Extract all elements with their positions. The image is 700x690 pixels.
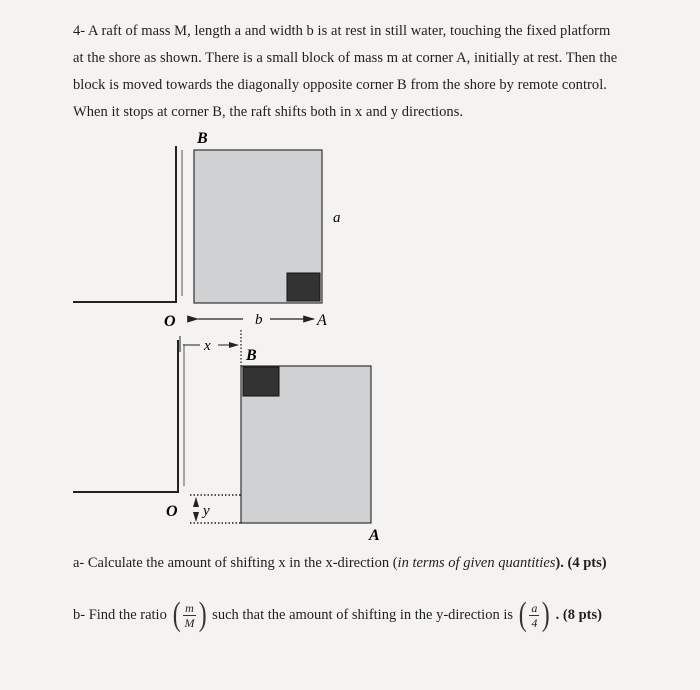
question-b-middle: such that the amount of shifting in the y-direction is	[212, 606, 513, 623]
ratio-m-over-M: ( $\frac{m}{M}$ )	[172, 596, 207, 633]
label-a: a	[333, 210, 341, 226]
question-a	[73, 555, 607, 572]
label-O-bottom: O	[166, 503, 178, 520]
label-B-bottom: B	[246, 347, 257, 364]
question-a-italic: in terms of given quantities	[397, 555, 556, 571]
problem-line-3: block is moved towards the diagonally opposite corner B from the shore by remote control.	[73, 77, 607, 93]
problem-line-4: When it stops at corner B, the raft shifts both in x and y directions.	[73, 104, 464, 120]
block-bottom	[243, 367, 279, 396]
question-b	[73, 598, 602, 632]
label-B-top: B	[197, 130, 208, 147]
shift-numerator: a	[531, 600, 538, 615]
label-O-top: O	[164, 313, 176, 330]
label-y: y	[203, 503, 210, 519]
ratio-a-over-4: ( $\frac{a}{4}$ )	[518, 596, 550, 633]
platform-top	[73, 146, 176, 302]
label-x: x	[204, 338, 211, 354]
ratio-denominator: M	[184, 615, 195, 630]
label-A-bottom: A	[369, 527, 380, 544]
problem-line-1: 4- A raft of mass M, length a and width b is at rest in still water, touching the fixed platform	[73, 23, 611, 39]
platform-bottom	[73, 340, 178, 492]
label-b: b	[255, 312, 263, 328]
question-b-end: . (8 pts)	[555, 606, 602, 623]
question-a-text: a- Calculate the amount of shifting x in the x-direction (	[73, 555, 398, 571]
problem-line-2: at the shore as shown. There is a small block of mass m at corner A, initially at rest. Then the	[73, 50, 618, 66]
block-top	[287, 273, 320, 301]
ratio-numerator: m	[185, 600, 194, 615]
question-b-prefix: b- Find the ratio	[73, 606, 167, 623]
label-A-top: A	[317, 312, 327, 329]
question-a-end: ). (4 pts)	[555, 555, 607, 571]
shift-denominator: 4	[531, 615, 538, 630]
